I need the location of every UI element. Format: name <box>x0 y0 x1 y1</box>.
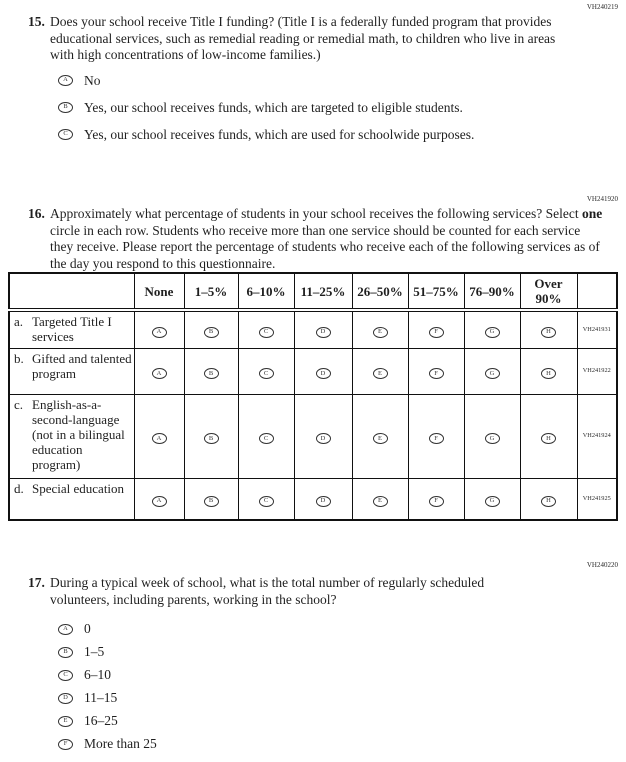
option-row <box>58 621 618 637</box>
answer-circle-a[interactable]: A <box>152 496 167 507</box>
table-row-gifted-talented <box>9 348 617 394</box>
option-cell <box>184 478 238 520</box>
option-row <box>58 667 618 683</box>
option-row <box>58 100 618 116</box>
column-header-26-50: 26–50% <box>352 273 408 310</box>
option-cell <box>294 478 352 520</box>
option-label: 11–15 <box>84 690 118 705</box>
row-code: VH241922 <box>582 367 611 374</box>
column-header-76-90: 76–90% <box>464 273 520 310</box>
row-item-letter: d. <box>14 480 24 496</box>
answer-circle-d[interactable]: D <box>316 496 331 507</box>
q16-text-part2: circle in each row. Students who receive more than one service should be counted for each service they receive. Please report the percentage of students who receive each of the following services as of the day you respond to this questionnaire. <box>50 222 600 271</box>
option-cell <box>352 394 408 478</box>
option-cell <box>352 310 408 348</box>
row-label-cell <box>9 394 134 478</box>
option-cell <box>184 394 238 478</box>
row-code-cell <box>577 478 617 520</box>
answer-circle-c[interactable]: C <box>58 129 73 140</box>
option-row <box>58 736 618 752</box>
question-16-section <box>28 195 618 272</box>
option-label: 0 <box>84 621 91 636</box>
answer-circle-c[interactable]: C <box>259 327 274 338</box>
question-16-code: VH241920 <box>586 195 618 203</box>
option-cell <box>408 348 464 394</box>
question-17-number: 17. <box>28 575 45 590</box>
option-row <box>58 127 618 143</box>
row-label: Targeted Title I services <box>32 314 112 344</box>
answer-circle-b[interactable]: B <box>204 327 219 338</box>
column-header-1-5: 1–5% <box>184 273 238 310</box>
question-15-code: VH240219 <box>586 3 618 11</box>
column-header-none: None <box>134 273 184 310</box>
row-code: VH241924 <box>582 432 611 439</box>
answer-circle-g[interactable]: G <box>485 368 500 379</box>
option-label: 1–5 <box>84 644 105 659</box>
answer-circle-g[interactable]: G <box>485 327 500 338</box>
option-cell <box>294 348 352 394</box>
answer-circle-d[interactable]: D <box>316 327 331 338</box>
option-cell <box>520 394 577 478</box>
answer-circle-a[interactable]: A <box>152 433 167 444</box>
option-row <box>58 690 618 706</box>
row-label-cell <box>9 478 134 520</box>
option-cell <box>464 478 520 520</box>
answer-circle-d[interactable]: D <box>58 693 73 704</box>
option-label: Yes, our school receives funds, which are used for schoolwide purposes. <box>84 126 475 142</box>
question-16 <box>28 206 618 272</box>
answer-circle-e[interactable]: E <box>373 368 388 379</box>
row-label: Gifted and talented program <box>32 350 132 381</box>
row-label-cell <box>9 310 134 348</box>
option-cell <box>464 394 520 478</box>
row-item-letter: c. <box>14 396 24 412</box>
answer-circle-c[interactable]: C <box>259 496 274 507</box>
empty-header-cell <box>9 273 134 310</box>
services-table <box>8 272 618 521</box>
option-cell <box>134 310 184 348</box>
table-row-targeted-title-i <box>9 310 617 348</box>
row-item-letter: b. <box>14 350 24 366</box>
column-header-51-75: 51–75% <box>408 273 464 310</box>
option-label: 16–25 <box>84 713 118 728</box>
row-code: VH241925 <box>582 494 611 502</box>
column-header-6-10: 6–10% <box>238 273 294 310</box>
option-label: Yes, our school receives funds, which are targeted to eligible students. <box>84 99 463 115</box>
answer-circle-e[interactable]: E <box>373 433 388 444</box>
option-cell <box>408 478 464 520</box>
option-cell <box>352 478 408 520</box>
option-cell <box>184 348 238 394</box>
question-15-options <box>58 73 618 143</box>
q16-text-part1: Approximately what percentage of students in your school receives the following services? Select <box>50 206 579 221</box>
answer-circle-g[interactable]: G <box>485 496 500 507</box>
option-label: More than 25 <box>84 736 157 751</box>
answer-circle-a[interactable]: A <box>152 368 167 379</box>
option-row <box>58 73 618 89</box>
option-row <box>58 713 618 729</box>
option-cell <box>520 478 577 520</box>
question-15 <box>28 14 618 64</box>
answer-circle-b[interactable]: B <box>204 368 219 379</box>
row-code-cell <box>577 310 617 348</box>
option-cell <box>408 310 464 348</box>
option-cell <box>408 394 464 478</box>
option-cell <box>134 394 184 478</box>
row-code: VH241931 <box>582 325 611 333</box>
option-label: No <box>84 72 101 88</box>
answer-circle-d[interactable]: D <box>316 368 331 379</box>
answer-circle-f[interactable]: F <box>429 327 444 338</box>
column-header-over-90: Over 90% <box>520 273 577 310</box>
option-cell <box>464 310 520 348</box>
answer-circle-b[interactable]: B <box>58 102 73 113</box>
question-15-number: 15. <box>28 14 45 29</box>
row-code-cell <box>577 348 617 394</box>
answer-circle-f[interactable]: F <box>429 368 444 379</box>
option-cell <box>294 310 352 348</box>
row-item-letter: a. <box>14 314 24 329</box>
answer-circle-g[interactable]: G <box>485 433 500 444</box>
option-cell <box>520 310 577 348</box>
option-cell <box>464 348 520 394</box>
code-header-cell <box>577 273 617 310</box>
option-label: 6–10 <box>84 667 111 682</box>
question-17-options <box>58 621 618 752</box>
table-header-row <box>9 273 617 310</box>
question-17-text: During a typical week of school, what is the total number of regularly scheduled volunteers, including parents, working in the school? <box>50 575 485 607</box>
answer-circle-h[interactable]: H <box>541 433 556 444</box>
answer-circle-c[interactable]: C <box>58 670 73 681</box>
answer-circle-e[interactable]: E <box>373 327 388 338</box>
option-cell <box>238 348 294 394</box>
option-cell <box>238 394 294 478</box>
option-cell <box>238 310 294 348</box>
answer-circle-b[interactable]: B <box>204 433 219 444</box>
answer-circle-a[interactable]: A <box>58 624 73 635</box>
answer-circle-b[interactable]: B <box>204 496 219 507</box>
option-cell <box>520 348 577 394</box>
answer-circle-h[interactable]: H <box>541 496 556 507</box>
option-cell <box>352 348 408 394</box>
answer-circle-h[interactable]: H <box>541 368 556 379</box>
answer-circle-c[interactable]: C <box>259 368 274 379</box>
question-15-text: Does your school receive Title I funding? (Title I is a federally funded program that provides educational services, such as remedial reading or remedial math, to children who live in areas with high concentrations of low-income families.) <box>50 14 556 62</box>
question-17 <box>28 575 618 608</box>
answer-circle-a[interactable]: A <box>152 327 167 338</box>
answer-circle-f[interactable]: F <box>429 433 444 444</box>
table-row-esl <box>9 394 617 478</box>
answer-circle-f[interactable]: F <box>429 496 444 507</box>
question-17-code: VH240220 <box>586 561 618 569</box>
row-code-cell <box>577 394 617 478</box>
row-label-cell <box>9 348 134 394</box>
answer-circle-e[interactable]: E <box>58 716 73 727</box>
answer-circle-b[interactable]: B <box>58 647 73 658</box>
row-label: English-as-a-second-language (not in a bilingual education program) <box>32 396 125 472</box>
question-16-text <box>50 206 606 272</box>
table-row-special-education <box>9 478 617 520</box>
answer-circle-d[interactable]: D <box>316 433 331 444</box>
column-header-11-25: 11–25% <box>294 273 352 310</box>
option-cell <box>134 348 184 394</box>
answer-circle-f[interactable]: F <box>58 739 73 750</box>
option-cell <box>294 394 352 478</box>
question-16-number: 16. <box>28 206 45 221</box>
q16-text-bold: one <box>581 206 603 221</box>
option-row <box>58 644 618 660</box>
option-cell <box>134 478 184 520</box>
answer-circle-c[interactable]: C <box>259 433 274 444</box>
question-15-section <box>28 3 618 154</box>
option-cell <box>184 310 238 348</box>
answer-circle-e[interactable]: E <box>373 496 388 507</box>
question-17-section <box>28 561 618 759</box>
row-label: Special education <box>32 480 125 496</box>
option-cell <box>238 478 294 520</box>
answer-circle-h[interactable]: H <box>541 327 556 338</box>
answer-circle-a[interactable]: A <box>58 75 73 86</box>
